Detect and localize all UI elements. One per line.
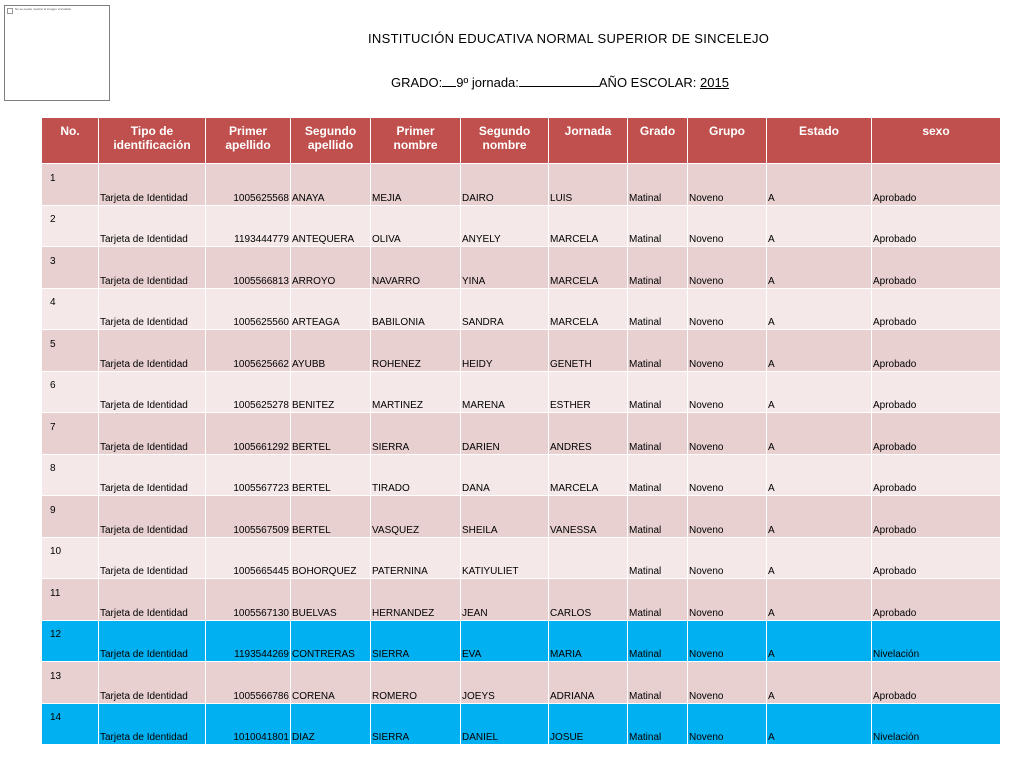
grade-line bbox=[391, 74, 729, 90]
cell-grupo: A bbox=[767, 703, 872, 745]
col-header-sexo: sexo bbox=[872, 118, 1001, 164]
cell-jornada: Matinal bbox=[628, 164, 688, 206]
cell-no: 9 bbox=[42, 496, 99, 538]
cell-segundo-nombre bbox=[549, 537, 628, 579]
table-header-row bbox=[42, 118, 1001, 164]
table-row bbox=[42, 496, 1001, 538]
cell-no: 1 bbox=[42, 164, 99, 206]
cell-estado: Aprobado bbox=[872, 537, 1001, 579]
student-roster-table bbox=[41, 117, 1001, 745]
cell-segundo-apellido: SIERRA bbox=[371, 703, 461, 745]
cell-segundo-apellido: PATERNINA bbox=[371, 537, 461, 579]
cell-grado: Noveno bbox=[688, 496, 767, 538]
cell-estado: Nivelación bbox=[872, 703, 1001, 745]
table-row bbox=[42, 288, 1001, 330]
anio-value: 2015 bbox=[700, 75, 729, 90]
grado-label: GRADO: bbox=[391, 75, 443, 90]
cell-grupo: A bbox=[767, 247, 872, 289]
cell-segundo-apellido: MEJIA bbox=[371, 164, 461, 206]
cell-primer-nombre: EVA bbox=[461, 620, 549, 662]
cell-primer-apellido: ANAYA bbox=[291, 164, 371, 206]
cell-jornada: Matinal bbox=[628, 662, 688, 704]
cell-primer-apellido: ARROYO bbox=[291, 247, 371, 289]
cell-no: 2 bbox=[42, 205, 99, 247]
grado-blank bbox=[442, 74, 456, 87]
cell-estado: Aprobado bbox=[872, 454, 1001, 496]
cell-tipo-identificacion: Tarjeta de Identidad bbox=[99, 703, 206, 745]
cell-grupo: A bbox=[767, 330, 872, 372]
cell-no: 10 bbox=[42, 537, 99, 579]
cell-grupo: A bbox=[767, 413, 872, 455]
cell-numero-documento: 1193444779 bbox=[206, 205, 291, 247]
grado-value: 9º bbox=[456, 75, 469, 90]
cell-grado: Noveno bbox=[688, 247, 767, 289]
cell-grupo: A bbox=[767, 371, 872, 413]
cell-grupo: A bbox=[767, 496, 872, 538]
col-header-primer-nombre: Primer nombre bbox=[371, 118, 461, 164]
cell-tipo-identificacion: Tarjeta de Identidad bbox=[99, 579, 206, 621]
cell-segundo-nombre: MARIA bbox=[549, 620, 628, 662]
cell-tipo-identificacion: Tarjeta de Identidad bbox=[99, 413, 206, 455]
cell-grupo: A bbox=[767, 164, 872, 206]
table-row bbox=[42, 164, 1001, 206]
table-row bbox=[42, 247, 1001, 289]
cell-numero-documento: 1005625662 bbox=[206, 330, 291, 372]
cell-segundo-nombre: MARCELA bbox=[549, 454, 628, 496]
cell-segundo-nombre: MARCELA bbox=[549, 288, 628, 330]
cell-estado: Nivelación bbox=[872, 620, 1001, 662]
table-row bbox=[42, 330, 1001, 372]
cell-tipo-identificacion: Tarjeta de Identidad bbox=[99, 247, 206, 289]
cell-primer-nombre: JOEYS bbox=[461, 662, 549, 704]
cell-estado: Aprobado bbox=[872, 413, 1001, 455]
cell-segundo-apellido: ROMERO bbox=[371, 662, 461, 704]
cell-primer-apellido: BENITEZ bbox=[291, 371, 371, 413]
cell-tipo-identificacion: Tarjeta de Identidad bbox=[99, 205, 206, 247]
cell-segundo-apellido: SIERRA bbox=[371, 413, 461, 455]
cell-segundo-apellido: NAVARRO bbox=[371, 247, 461, 289]
cell-numero-documento: 1005625568 bbox=[206, 164, 291, 206]
cell-primer-nombre: HEIDY bbox=[461, 330, 549, 372]
cell-primer-nombre: DANIEL bbox=[461, 703, 549, 745]
cell-grupo: A bbox=[767, 205, 872, 247]
cell-jornada: Matinal bbox=[628, 454, 688, 496]
cell-jornada: Matinal bbox=[628, 247, 688, 289]
cell-primer-nombre: KATIYULIET bbox=[461, 537, 549, 579]
table-row bbox=[42, 620, 1001, 662]
cell-segundo-apellido: TIRADO bbox=[371, 454, 461, 496]
cell-primer-apellido: ANTEQUERA bbox=[291, 205, 371, 247]
table-body bbox=[42, 164, 1001, 745]
cell-numero-documento: 1005566813 bbox=[206, 247, 291, 289]
cell-grupo: A bbox=[767, 662, 872, 704]
cell-jornada: Matinal bbox=[628, 288, 688, 330]
cell-primer-nombre: SHEILA bbox=[461, 496, 549, 538]
cell-primer-nombre: MARENA bbox=[461, 371, 549, 413]
cell-no: 13 bbox=[42, 662, 99, 704]
broken-image-icon bbox=[7, 8, 13, 14]
cell-segundo-apellido: SIERRA bbox=[371, 620, 461, 662]
cell-numero-documento: 1005566786 bbox=[206, 662, 291, 704]
cell-grupo: A bbox=[767, 288, 872, 330]
cell-grado: Noveno bbox=[688, 413, 767, 455]
cell-segundo-apellido: HERNANDEZ bbox=[371, 579, 461, 621]
cell-grado: Noveno bbox=[688, 537, 767, 579]
cell-estado: Aprobado bbox=[872, 247, 1001, 289]
cell-primer-apellido: BERTEL bbox=[291, 413, 371, 455]
cell-segundo-nombre: MARCELA bbox=[549, 205, 628, 247]
cell-jornada: Matinal bbox=[628, 371, 688, 413]
cell-numero-documento: 1005661292 bbox=[206, 413, 291, 455]
cell-segundo-nombre: VANESSA bbox=[549, 496, 628, 538]
cell-segundo-apellido: OLIVA bbox=[371, 205, 461, 247]
cell-primer-apellido: DIAZ bbox=[291, 703, 371, 745]
cell-primer-apellido: BERTEL bbox=[291, 454, 371, 496]
cell-grado: Noveno bbox=[688, 288, 767, 330]
cell-segundo-apellido: VASQUEZ bbox=[371, 496, 461, 538]
cell-primer-nombre: JEAN bbox=[461, 579, 549, 621]
cell-primer-apellido: AYUBB bbox=[291, 330, 371, 372]
col-header-no: No. bbox=[42, 118, 99, 164]
cell-primer-nombre: DAIRO bbox=[461, 164, 549, 206]
table-row bbox=[42, 371, 1001, 413]
cell-segundo-nombre: MARCELA bbox=[549, 247, 628, 289]
cell-segundo-nombre: GENETH bbox=[549, 330, 628, 372]
cell-numero-documento: 1005625560 bbox=[206, 288, 291, 330]
cell-grado: Noveno bbox=[688, 620, 767, 662]
anio-label: AÑO ESCOLAR: bbox=[598, 75, 697, 90]
cell-estado: Aprobado bbox=[872, 205, 1001, 247]
cell-segundo-apellido: BABILONIA bbox=[371, 288, 461, 330]
cell-numero-documento: 1005665445 bbox=[206, 537, 291, 579]
cell-estado: Aprobado bbox=[872, 288, 1001, 330]
cell-primer-nombre: YINA bbox=[461, 247, 549, 289]
cell-numero-documento: 1005567509 bbox=[206, 496, 291, 538]
cell-segundo-nombre: LUIS bbox=[549, 164, 628, 206]
logo-image-placeholder bbox=[4, 5, 110, 101]
table-row bbox=[42, 413, 1001, 455]
cell-tipo-identificacion: Tarjeta de Identidad bbox=[99, 620, 206, 662]
cell-estado: Aprobado bbox=[872, 330, 1001, 372]
cell-tipo-identificacion: Tarjeta de Identidad bbox=[99, 371, 206, 413]
cell-estado: Aprobado bbox=[872, 496, 1001, 538]
cell-estado: Aprobado bbox=[872, 662, 1001, 704]
cell-grado: Noveno bbox=[688, 662, 767, 704]
cell-primer-apellido: BERTEL bbox=[291, 496, 371, 538]
cell-tipo-identificacion: Tarjeta de Identidad bbox=[99, 288, 206, 330]
col-header-grupo: Grupo bbox=[688, 118, 767, 164]
cell-estado: Aprobado bbox=[872, 579, 1001, 621]
col-header-segundo-apellido: Segundo apellido bbox=[291, 118, 371, 164]
jornada-blank bbox=[519, 74, 599, 87]
cell-no: 3 bbox=[42, 247, 99, 289]
col-header-tipo-identificacion: Tipo de identificación bbox=[99, 118, 206, 164]
cell-no: 14 bbox=[42, 703, 99, 745]
cell-grupo: A bbox=[767, 537, 872, 579]
cell-primer-apellido: CONTRERAS bbox=[291, 620, 371, 662]
cell-grado: Noveno bbox=[688, 205, 767, 247]
cell-segundo-nombre: ANDRES bbox=[549, 413, 628, 455]
cell-no: 5 bbox=[42, 330, 99, 372]
table-row bbox=[42, 662, 1001, 704]
cell-segundo-nombre: CARLOS bbox=[549, 579, 628, 621]
table-row bbox=[42, 579, 1001, 621]
cell-tipo-identificacion: Tarjeta de Identidad bbox=[99, 454, 206, 496]
cell-no: 4 bbox=[42, 288, 99, 330]
cell-grado: Noveno bbox=[688, 371, 767, 413]
cell-tipo-identificacion: Tarjeta de Identidad bbox=[99, 164, 206, 206]
cell-tipo-identificacion: Tarjeta de Identidad bbox=[99, 330, 206, 372]
col-header-primer-apellido: Primer apellido bbox=[206, 118, 291, 164]
cell-numero-documento: 1005625278 bbox=[206, 371, 291, 413]
cell-no: 6 bbox=[42, 371, 99, 413]
cell-jornada: Matinal bbox=[628, 205, 688, 247]
cell-grado: Noveno bbox=[688, 454, 767, 496]
cell-segundo-apellido: MARTINEZ bbox=[371, 371, 461, 413]
cell-tipo-identificacion: Tarjeta de Identidad bbox=[99, 662, 206, 704]
cell-estado: Aprobado bbox=[872, 164, 1001, 206]
logo-alt-text: No se puede mostrar la imagen vinculada. bbox=[15, 7, 72, 11]
cell-segundo-nombre: ESTHER bbox=[549, 371, 628, 413]
cell-grupo: A bbox=[767, 620, 872, 662]
cell-numero-documento: 1005567130 bbox=[206, 579, 291, 621]
cell-segundo-nombre: JOSUE bbox=[549, 703, 628, 745]
table-row bbox=[42, 205, 1001, 247]
cell-jornada: Matinal bbox=[628, 537, 688, 579]
cell-segundo-apellido: ROHENEZ bbox=[371, 330, 461, 372]
cell-primer-nombre: ANYELY bbox=[461, 205, 549, 247]
cell-no: 11 bbox=[42, 579, 99, 621]
cell-grado: Noveno bbox=[688, 703, 767, 745]
cell-segundo-nombre: ADRIANA bbox=[549, 662, 628, 704]
jornada-label: jornada: bbox=[471, 75, 519, 90]
cell-primer-nombre: DARIEN bbox=[461, 413, 549, 455]
cell-jornada: Matinal bbox=[628, 703, 688, 745]
cell-numero-documento: 1005567723 bbox=[206, 454, 291, 496]
table-row bbox=[42, 454, 1001, 496]
school-title: INSTITUCIÓN EDUCATIVA NORMAL SUPERIOR DE SINCELEJO bbox=[368, 31, 770, 46]
cell-no: 12 bbox=[42, 620, 99, 662]
table-row bbox=[42, 703, 1001, 745]
cell-tipo-identificacion: Tarjeta de Identidad bbox=[99, 496, 206, 538]
cell-primer-nombre: SANDRA bbox=[461, 288, 549, 330]
cell-jornada: Matinal bbox=[628, 620, 688, 662]
col-header-estado: Estado bbox=[767, 118, 872, 164]
cell-jornada: Matinal bbox=[628, 496, 688, 538]
cell-estado: Aprobado bbox=[872, 371, 1001, 413]
cell-no: 8 bbox=[42, 454, 99, 496]
cell-grado: Noveno bbox=[688, 330, 767, 372]
cell-jornada: Matinal bbox=[628, 330, 688, 372]
cell-primer-nombre: DANA bbox=[461, 454, 549, 496]
cell-primer-apellido: BOHORQUEZ bbox=[291, 537, 371, 579]
cell-primer-apellido: ARTEAGA bbox=[291, 288, 371, 330]
cell-jornada: Matinal bbox=[628, 579, 688, 621]
col-header-segundo-nombre: Segundo nombre bbox=[461, 118, 549, 164]
cell-tipo-identificacion: Tarjeta de Identidad bbox=[99, 537, 206, 579]
cell-grupo: A bbox=[767, 454, 872, 496]
cell-no: 7 bbox=[42, 413, 99, 455]
cell-grupo: A bbox=[767, 579, 872, 621]
cell-primer-apellido: CORENA bbox=[291, 662, 371, 704]
cell-numero-documento: 1193544269 bbox=[206, 620, 291, 662]
table-row bbox=[42, 537, 1001, 579]
cell-grado: Noveno bbox=[688, 164, 767, 206]
col-header-jornada: Jornada bbox=[549, 118, 628, 164]
col-header-grado: Grado bbox=[628, 118, 688, 164]
cell-primer-apellido: BUELVAS bbox=[291, 579, 371, 621]
cell-jornada: Matinal bbox=[628, 413, 688, 455]
cell-numero-documento: 1010041801 bbox=[206, 703, 291, 745]
cell-grado: Noveno bbox=[688, 579, 767, 621]
